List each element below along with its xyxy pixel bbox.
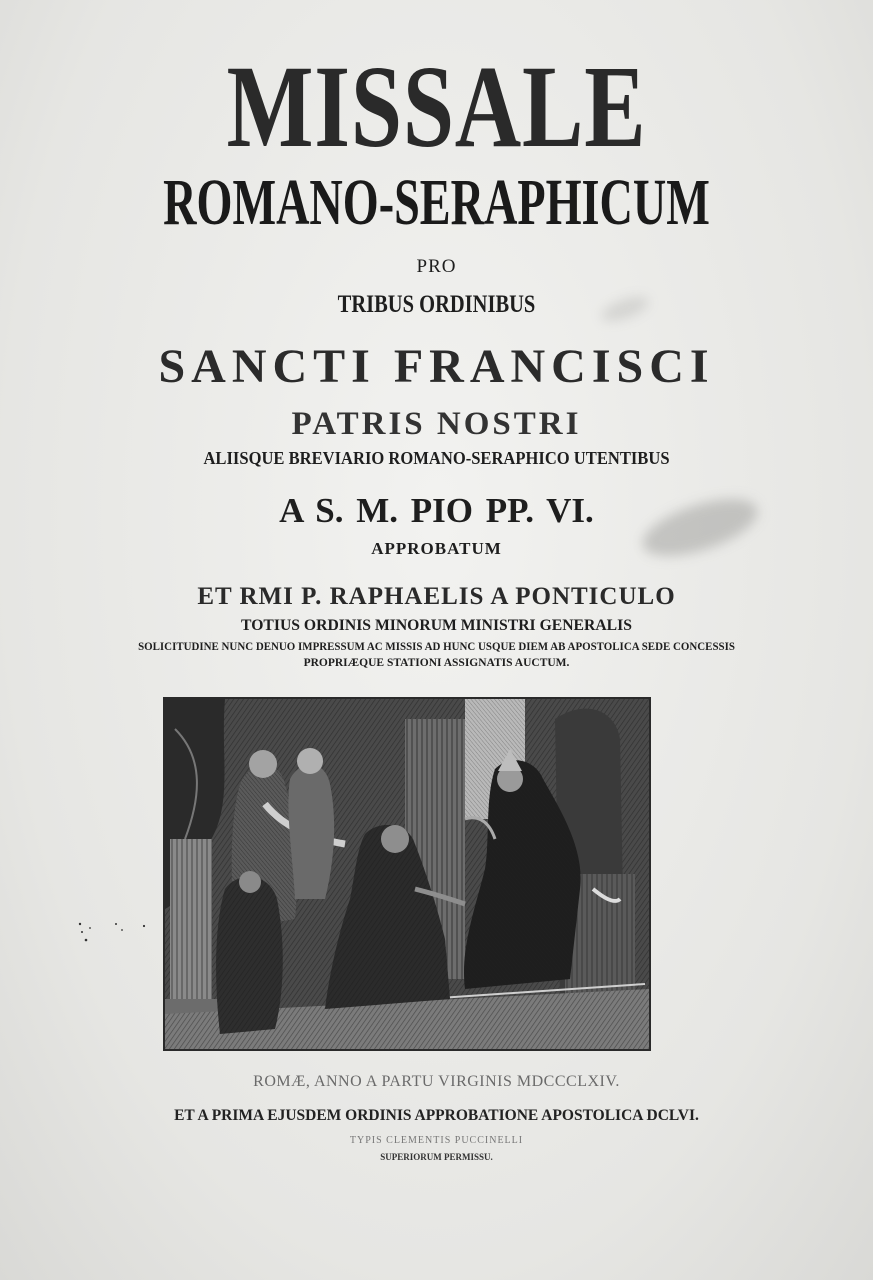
approbatum-line: APPROBATUM (371, 539, 502, 558)
book-subtitle: ROMANO-SERAPHICUM (163, 166, 710, 239)
aliisque-line: ALIISQUE BREVIARIO ROMANO-SERAPHICO UTENTIBUS (203, 448, 670, 468)
engraving-illustration (163, 697, 651, 1051)
propriaeque-line: PROPRIÆQUE STATIONI ASSIGNATIS AUCTUM. (303, 657, 570, 669)
solicitudine-line: SOLICITUDINE NUNC DENUO IMPRESSUM AC MISSIS AD HUNC USQUE DIEM AB APOSTOLICA SEDE CONCESSIS (138, 641, 735, 653)
pro-line: PRO (416, 256, 457, 277)
tribus-line: TRIBUS ORDINIBUS (337, 291, 536, 318)
et-rmi-line: ET RMI P. RAPHAELIS A PONTICULO (197, 583, 676, 610)
imprint-prima: ET A PRIMA EJUSDEM ORDINIS APPROBATIONE APOSTOLICA DCLVI. (174, 1107, 699, 1124)
imprint-romae: ROMÆ, ANNO A PARTU VIRGINIS MDCCCLXIV. (253, 1073, 620, 1090)
sancti-line: SANCTI FRANCISCI (158, 340, 715, 393)
ink-specks (72, 918, 152, 948)
imprint-superiorum: SUPERIORUM PERMISSU. (380, 1152, 493, 1162)
book-title: MISSALE (226, 41, 647, 172)
pio-line: A S. M. PIO PP. VI. (279, 491, 594, 530)
patris-line: PATRIS NOSTRI (291, 406, 582, 442)
friar-kneeling-before-pope-icon (165, 699, 649, 1049)
imprint-typis: TYPIS CLEMENTIS PUCCINELLI (349, 1135, 524, 1146)
totius-line: TOTIUS ORDINIS MINORUM MINISTRI GENERALIS (241, 617, 632, 634)
